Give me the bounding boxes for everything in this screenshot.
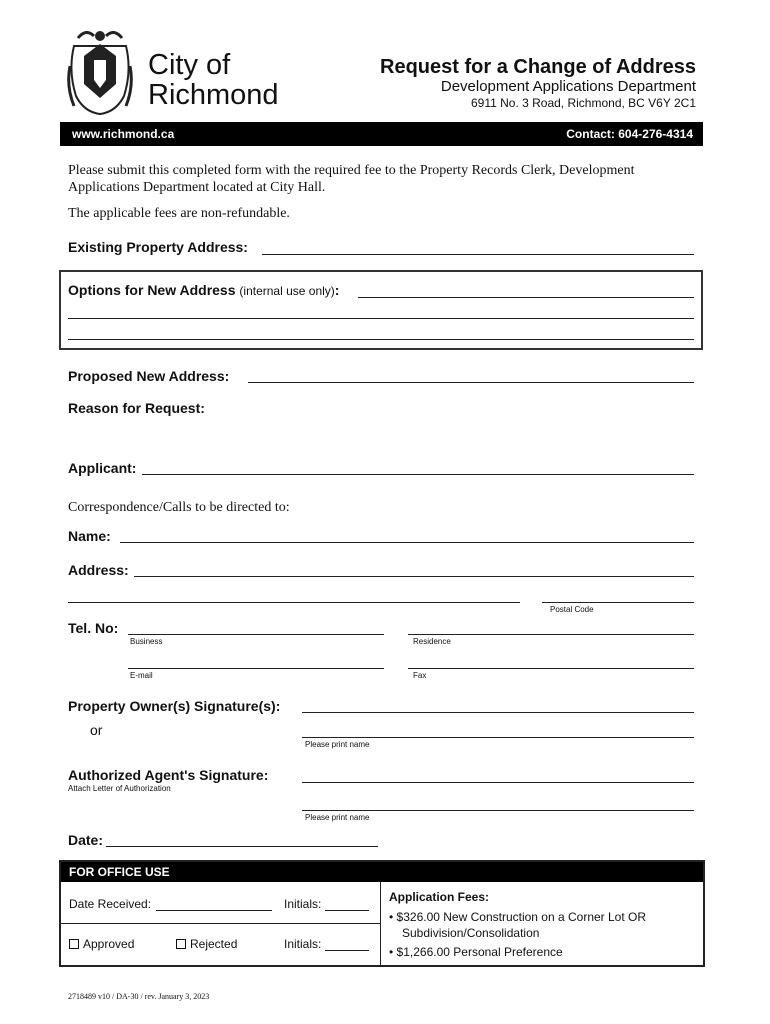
bullet-icon: • bbox=[389, 910, 397, 924]
options-colon: : bbox=[334, 282, 340, 298]
fee-item-2-text: $1,266.00 Personal Preference bbox=[396, 945, 563, 959]
business-label: Business bbox=[130, 637, 163, 646]
initials-field-2[interactable] bbox=[325, 950, 369, 951]
date-label: Date: bbox=[68, 832, 104, 848]
tel-label: Tel. No: bbox=[68, 620, 119, 636]
fee-item-1-line-1: $326.00 New Construction on a Corner Lot OR bbox=[396, 910, 647, 924]
approved-checkbox-group[interactable] bbox=[69, 937, 134, 951]
proposed-address-label: Proposed New Address: bbox=[68, 368, 230, 384]
correspondence-note: Correspondence/Calls to be directed to: bbox=[68, 500, 290, 515]
options-label-group bbox=[68, 282, 339, 298]
business-phone-field[interactable] bbox=[128, 634, 384, 635]
address-field-1[interactable] bbox=[134, 576, 694, 577]
fee-item-1 bbox=[389, 909, 646, 925]
date-received-field[interactable] bbox=[156, 910, 272, 911]
applicant-field[interactable] bbox=[142, 474, 694, 475]
office-divider-horizontal bbox=[61, 923, 380, 924]
fees-note: The applicable fees are non-refundable. bbox=[68, 206, 290, 221]
proposed-address-field[interactable] bbox=[248, 382, 694, 383]
agent-note: Attach Letter of Authorization bbox=[68, 784, 171, 793]
logo-text-richmond: Richmond bbox=[148, 79, 279, 111]
name-label: Name: bbox=[68, 528, 111, 544]
approved-label: Approved bbox=[83, 937, 135, 951]
reason-label: Reason for Request: bbox=[68, 400, 205, 416]
page-title: Request for a Change of Address bbox=[380, 56, 696, 78]
email-label: E-mail bbox=[130, 671, 153, 680]
fee-list bbox=[389, 909, 646, 960]
postal-code-label: Postal Code bbox=[550, 605, 594, 614]
bullet-icon: • bbox=[389, 945, 397, 959]
residence-label: Residence bbox=[413, 637, 451, 646]
owner-print-name-label: Please print name bbox=[305, 740, 370, 749]
address-field-2[interactable] bbox=[68, 602, 520, 603]
fee-item-1-continued bbox=[389, 925, 646, 941]
fees-heading: Application Fees: bbox=[389, 890, 490, 904]
document-reference: 2718489 v10 / DA-30 / rev. January 3, 2023 bbox=[68, 992, 210, 1001]
agent-print-name-label: Please print name bbox=[305, 813, 370, 822]
contact-phone: Contact: 604-276-4314 bbox=[566, 127, 693, 141]
options-field-3[interactable] bbox=[68, 339, 694, 340]
options-label: Options for New Address bbox=[68, 282, 236, 298]
initials-label-2: Initials: bbox=[284, 937, 322, 951]
options-field-1[interactable] bbox=[358, 297, 694, 298]
name-field[interactable] bbox=[120, 542, 694, 543]
date-field[interactable] bbox=[106, 846, 378, 847]
agent-signature-label: Authorized Agent's Signature: bbox=[68, 767, 269, 783]
fax-field[interactable] bbox=[408, 668, 694, 669]
owner-signature-field[interactable] bbox=[302, 712, 694, 713]
owner-print-name-field[interactable] bbox=[302, 737, 694, 738]
residence-phone-field[interactable] bbox=[408, 634, 694, 635]
office-use-section bbox=[59, 860, 705, 967]
coat-of-arms-icon bbox=[64, 26, 136, 116]
office-divider-vertical bbox=[380, 882, 381, 965]
agent-print-name-field[interactable] bbox=[302, 810, 694, 811]
agent-signature-field[interactable] bbox=[302, 782, 694, 783]
header-bar bbox=[60, 122, 703, 146]
office-use-heading: FOR OFFICE USE bbox=[69, 865, 170, 879]
initials-label-1: Initials: bbox=[284, 897, 322, 911]
website-link[interactable]: www.richmond.ca bbox=[72, 127, 175, 141]
office-use-heading-bar bbox=[61, 862, 703, 882]
email-field[interactable] bbox=[128, 668, 384, 669]
department-name: Development Applications Department bbox=[440, 78, 696, 95]
applicant-label: Applicant: bbox=[68, 460, 137, 476]
rejected-label: Rejected bbox=[190, 937, 238, 951]
city-logo bbox=[64, 26, 279, 116]
fax-label: Fax bbox=[413, 671, 427, 680]
address-label: Address: bbox=[68, 562, 129, 578]
date-received-label: Date Received: bbox=[69, 897, 152, 911]
department-address: 6911 No. 3 Road, Richmond, BC V6Y 2C1 bbox=[470, 96, 696, 110]
options-field-2[interactable] bbox=[68, 318, 694, 319]
owner-signature-label: Property Owner(s) Signature(s): bbox=[68, 698, 281, 714]
intro-paragraph: Please submit this completed form with the required fee to the Property Records Clerk, Development Applications Department located at City Hall. bbox=[68, 163, 635, 195]
or-text: or bbox=[90, 722, 103, 738]
options-note: (internal use only) bbox=[239, 284, 335, 298]
fee-item-2 bbox=[389, 944, 646, 960]
rejected-checkbox-group[interactable] bbox=[176, 937, 237, 951]
rejected-checkbox[interactable] bbox=[176, 939, 186, 949]
logo-text-city: City of bbox=[148, 49, 231, 81]
approved-checkbox[interactable] bbox=[69, 939, 79, 949]
existing-address-label: Existing Property Address: bbox=[68, 239, 248, 255]
existing-address-field[interactable] bbox=[262, 254, 694, 255]
initials-field-1[interactable] bbox=[325, 910, 369, 911]
postal-code-field[interactable] bbox=[542, 602, 694, 603]
fee-item-1-line-2: Subdivision/Consolidation bbox=[402, 926, 540, 940]
